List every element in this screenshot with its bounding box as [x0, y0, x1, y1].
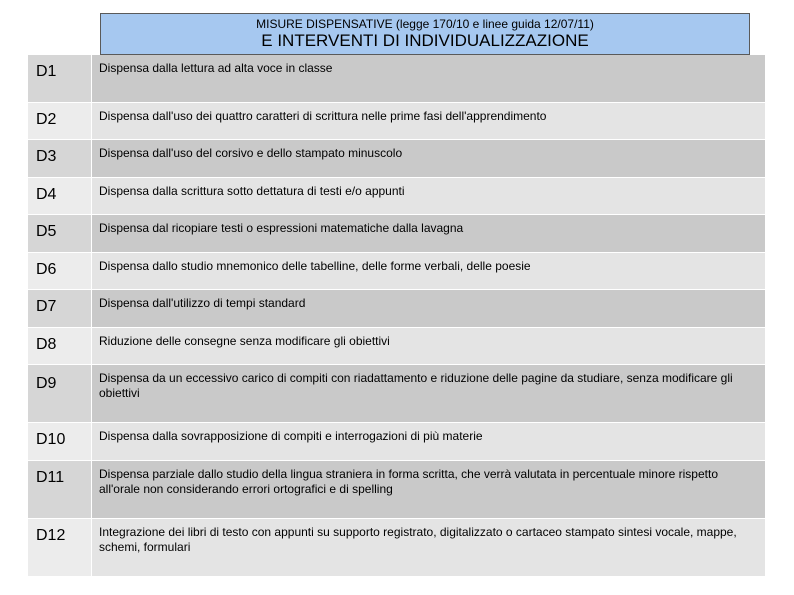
row-code: D5	[28, 215, 92, 252]
row-text: Integrazione dei libri di testo con appunti su supporto registrato, digitalizzato o cartaceo stampato sintesi vocale, mappe, schemi, formulari	[92, 519, 765, 576]
row-text: Dispensa dalla lettura ad alta voce in classe	[92, 55, 765, 102]
table-row	[28, 519, 765, 577]
header-subtitle: MISURE DISPENSATIVE (legge 170/10 e linee guida 12/07/11)	[256, 17, 594, 31]
row-text: Dispensa dall'utilizzo di tempi standard	[92, 290, 765, 327]
row-code: D7	[28, 290, 92, 327]
row-code: D2	[28, 103, 92, 139]
table-row	[28, 215, 765, 253]
row-text: Dispensa da un eccessivo carico di compiti con riadattamento e riduzione delle pagine da studiare, senza modificare gli obiettivi	[92, 365, 765, 422]
header-box	[100, 13, 750, 55]
row-code: D4	[28, 178, 92, 214]
table-row	[28, 103, 765, 140]
row-text: Dispensa dalla sovrapposizione di compiti e interrogazioni di più materie	[92, 423, 765, 460]
table-row	[28, 290, 765, 328]
row-text: Dispensa dall'uso del corsivo e dello stampato minuscolo	[92, 140, 765, 177]
table-row	[28, 365, 765, 423]
table-row	[28, 140, 765, 178]
measures-table	[28, 55, 765, 577]
row-code: D9	[28, 365, 92, 422]
row-code: D3	[28, 140, 92, 177]
table-row	[28, 328, 765, 365]
row-text: Dispensa dalla scrittura sotto dettatura di testi e/o appunti	[92, 178, 765, 214]
row-text: Dispensa dall'uso dei quattro caratteri di scrittura nelle prime fasi dell'apprendimento	[92, 103, 765, 139]
row-text: Riduzione delle consegne senza modificare gli obiettivi	[92, 328, 765, 364]
row-code: D10	[28, 423, 92, 460]
table-row	[28, 253, 765, 290]
row-code: D1	[28, 55, 92, 102]
table-row	[28, 55, 765, 103]
row-code: D12	[28, 519, 92, 576]
row-code: D11	[28, 461, 92, 518]
row-text: Dispensa dal ricopiare testi o espressioni matematiche dalla lavagna	[92, 215, 765, 252]
header-title: E INTERVENTI DI INDIVIDUALIZZAZIONE	[261, 31, 589, 50]
row-text: Dispensa dallo studio mnemonico delle tabelline, delle forme verbali, delle poesie	[92, 253, 765, 289]
row-text: Dispensa parziale dallo studio della lingua straniera in forma scritta, che verrà valutata in percentuale minore rispetto all'orale non considerando errori ortografici e di spelling	[92, 461, 765, 518]
table-row	[28, 461, 765, 519]
table-row	[28, 178, 765, 215]
row-code: D8	[28, 328, 92, 364]
row-code: D6	[28, 253, 92, 289]
table-row	[28, 423, 765, 461]
